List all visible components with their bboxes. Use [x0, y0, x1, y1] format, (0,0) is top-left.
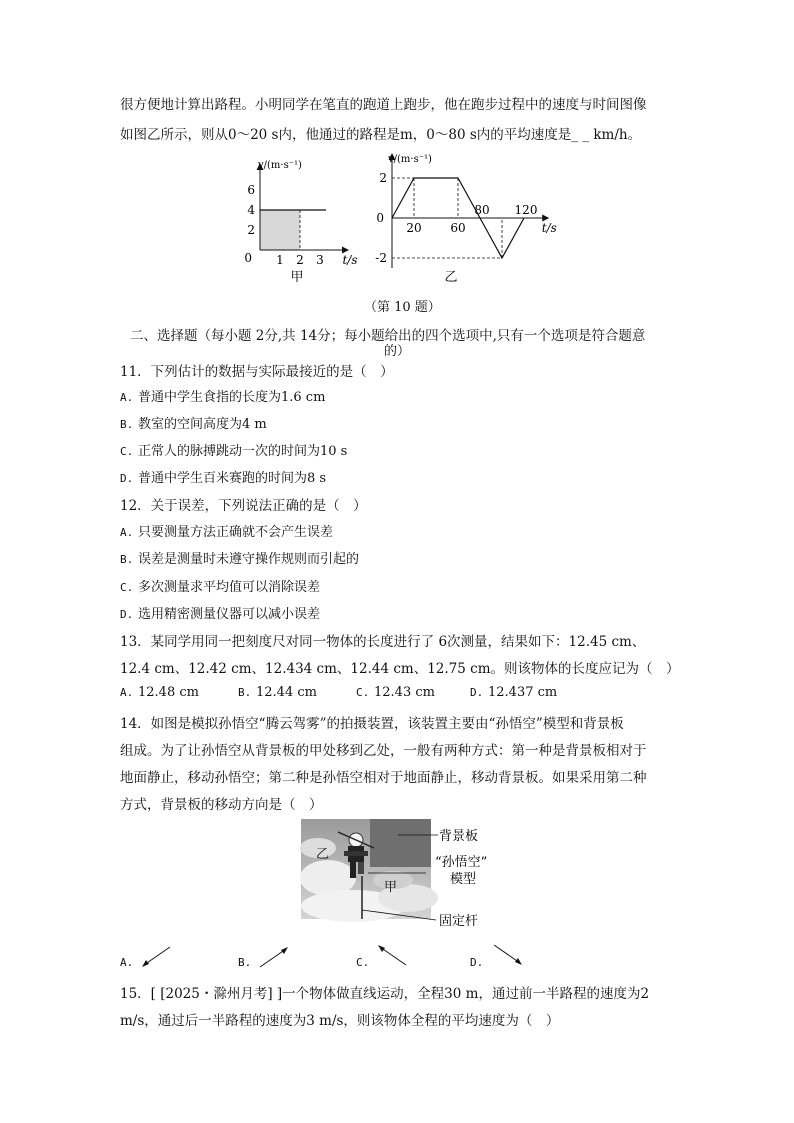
intro-line-1: 很方便地计算出路程。小明同学在笔直的跑道上跑步，他在跑步过程中的速度与时间图像	[120, 97, 647, 113]
arrow-down-left-icon	[138, 944, 174, 970]
photo-label-jia: 甲	[384, 880, 398, 895]
chart-yi	[375, 154, 557, 268]
intro-line-2: 如图乙所示，则从0～20 s内，他通过的路程是m，0～80 s内的平均速度是_ _ km/h。	[120, 127, 642, 143]
q14-line-4: 方式，背景板的移动方向是（ ）	[120, 797, 323, 813]
y-axis-label: v/(m·s⁻¹)	[258, 160, 302, 171]
x-axis-label: t/s	[541, 221, 557, 235]
q14-option-c[interactable]: C.	[356, 956, 370, 969]
x-tick-label: 2	[296, 253, 304, 267]
q11-option-b[interactable]: B. 教室的空间高度为4 m	[120, 417, 267, 432]
x-tick-label: 1	[276, 253, 284, 267]
q12-option-a[interactable]: A. 只要测量方法正确就不会产生误差	[120, 525, 334, 540]
q12-option-c[interactable]: C. 多次测量求平均值可以消除误差	[120, 580, 321, 595]
q13-line-2: 12.4 cm、12.42 cm、12.434 cm、12.44 cm、12.75 cm。则该物体的长度应记为（ ）	[120, 661, 680, 677]
callout-model-line-2: 模型	[450, 872, 477, 887]
q14-option-d[interactable]: D.	[470, 956, 484, 969]
shaded-distance-area	[260, 210, 300, 250]
section-2-heading-line-1: 二、选择题（每小题 2分,共 14分；每小题给出的四个选项中,只有一个选项是符合题意	[130, 328, 646, 344]
figure-label-jia: 甲	[290, 270, 304, 285]
arrow-up-right-icon	[256, 944, 292, 970]
figure-10	[240, 150, 560, 290]
q14-line-2: 组成。为了让孙悟空从背景板的甲处移到乙处，一般有两种方式：第一种是背景板相对于	[120, 743, 647, 759]
q13-option-d[interactable]: D. 12.437 cm	[470, 685, 558, 700]
q14-option-b[interactable]: B.	[238, 956, 252, 969]
figure-label-yi: 乙	[444, 270, 458, 285]
x-tick-label: 120	[514, 203, 538, 217]
arrow-down-right-icon	[490, 942, 526, 968]
q12-option-d[interactable]: D. 选用精密测量仪器可以减小误差	[120, 607, 321, 622]
q13-option-a[interactable]: A. 12.48 cm	[120, 685, 199, 700]
q11-option-a[interactable]: A. 普通中学生食指的长度为1.6 cm	[120, 390, 326, 405]
arrow-up-left-icon	[374, 942, 410, 968]
q13-line-1: 13．某同学用同一把刻度尺对同一物体的长度进行了 6次测量，结果如下：12.45 cm、	[120, 634, 646, 650]
x-tick-label: 80	[474, 203, 490, 217]
q13-option-c[interactable]: C. 12.43 cm	[356, 685, 435, 700]
origin-label: 0	[244, 251, 252, 265]
q14-option-a[interactable]: A.	[120, 956, 134, 969]
q11-option-c[interactable]: C. 正常人的脉搏跳动一次的时间为10 s	[120, 444, 348, 459]
callout-background-board: 背景板	[439, 829, 479, 844]
figure-10-caption: （第 10 题）	[364, 300, 441, 315]
y-tick-label: -2	[375, 251, 387, 265]
q12-stem: 12．关于误差，下列说法正确的是（ ）	[120, 498, 367, 514]
q11-option-d[interactable]: D. 普通中学生百米赛跑的时间为8 s	[120, 471, 327, 486]
y-tick-label: 2	[379, 171, 387, 185]
q13-option-b[interactable]: B. 12.44 cm	[238, 685, 317, 700]
y-tick-label: 2	[247, 223, 255, 237]
x-tick-label: 60	[450, 221, 466, 235]
q15-line-2: m/s，通过后一半路程的速度为3 m/s，则该物体全程的平均速度为（ ）	[120, 1013, 560, 1029]
y-tick-label: 4	[247, 203, 255, 217]
callout-model-line-1: “孙悟空”	[435, 855, 488, 870]
q12-option-b[interactable]: B. 误差是测量时未遵守操作规则而引起的	[120, 552, 360, 567]
callout-fixed-rod: 固定杆	[439, 914, 479, 929]
y-axis-label: v/(m·s⁻¹)	[388, 154, 432, 165]
q11-stem: 11．下列估计的数据与实际最接近的是（ ）	[120, 364, 394, 380]
photo-label-yi: 乙	[316, 847, 330, 862]
q14-line-3: 地面静止，移动孙悟空；第二种是孙悟空相对于地面静止，移动背景板。如果采用第二种	[120, 770, 647, 786]
origin-label: 0	[376, 211, 384, 225]
section-2-heading-line-2: 的）	[384, 344, 411, 359]
q14-photo-figure	[298, 818, 508, 930]
x-axis-label: t/s	[342, 253, 358, 267]
q15-line-1: 15．[ [2025・滁州月考] ]一个物体做直线运动，全程30 m，通过前一半路程的速度为2	[120, 986, 650, 1002]
y-tick-label: 6	[247, 183, 255, 197]
chart-jia	[244, 160, 357, 267]
q14-line-1: 14．如图是模拟孙悟空“腾云驾雾”的拍摄装置，该装置主要由“孙悟空”模型和背景板	[120, 716, 624, 732]
x-tick-label: 3	[316, 253, 324, 267]
x-tick-label: 20	[406, 221, 422, 235]
